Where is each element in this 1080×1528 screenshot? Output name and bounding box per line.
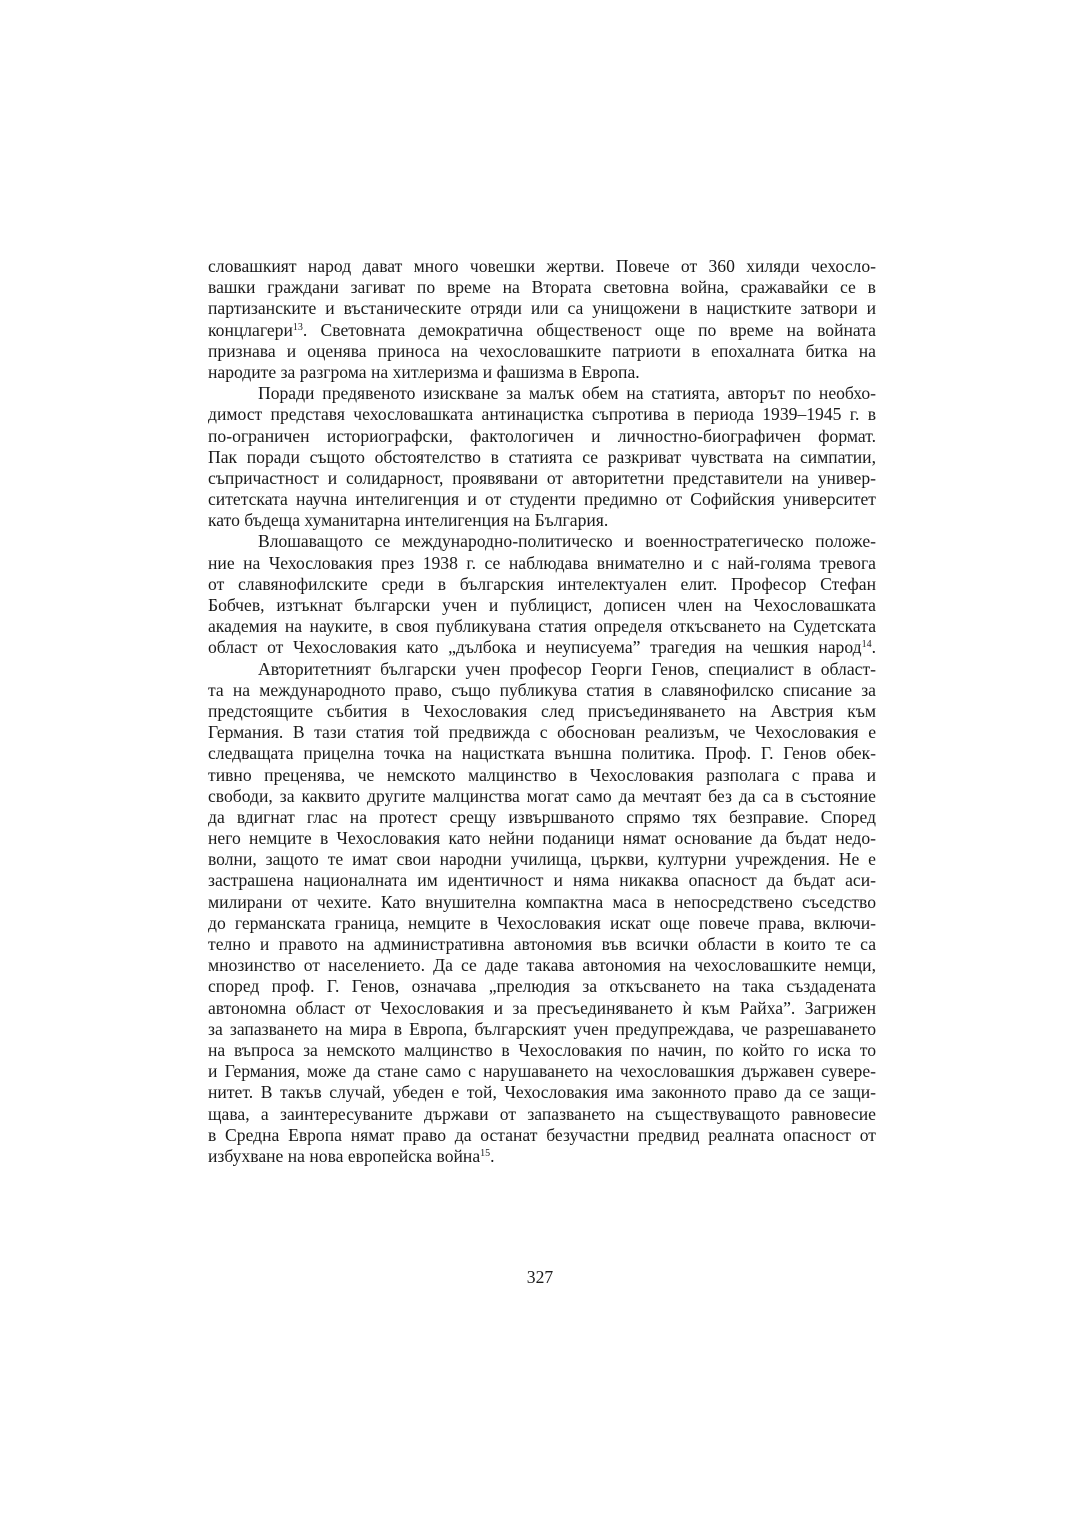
text-fragment: област от Чехословакия като „дълбока и неуписуема” трагедия на чешкия народ <box>208 637 862 658</box>
footnote-marker: 14 <box>861 639 872 651</box>
page-number: 327 <box>526 1267 554 1287</box>
text-line: ситетската научна интелигенция и от студенти предимно от Софийския университет <box>208 489 876 510</box>
paragraph <box>208 659 876 1168</box>
text-line: щава, а заинтересуваните държави от запазването на съществуващото равновесие <box>208 1103 876 1124</box>
text-line: от славянофилските среди в българския интелектуален елит. Професор Стефан <box>208 573 876 594</box>
text-line: Пак поради същото обстоятелство в статията се разкриват чувствата на симпатии, <box>208 446 876 467</box>
text-line: академия на науките, в своя публикувана статия определя откъсването на Судетската <box>208 616 876 637</box>
text-line: Бобчев, изтъкнат български учен и публицист, дописен член на Чехословашката <box>208 595 876 615</box>
text-line <box>208 1146 876 1167</box>
text-line: следващата прицелна точка на нацистката външна политика. Проф. Г. Генов обек- <box>208 743 876 764</box>
footnote-marker: 13 <box>292 321 303 333</box>
text-line: него немците в Чехословакия като нейни поданици нямат основание да бъдат недо- <box>208 828 876 849</box>
paragraph <box>208 531 876 658</box>
paragraph <box>208 256 876 383</box>
text-line: ние на Чехословакия през 1938 г. се наблюдава внимателно и с най-голяма тревога <box>208 552 876 573</box>
footnote-marker: 15 <box>480 1147 491 1159</box>
text-line: според проф. Г. Генов, означава „прелюдия за откъсването на така създадената <box>208 976 876 997</box>
text-line: предстоящите събития в Чехословакия след присъединяването на Австрия към <box>208 700 876 721</box>
text-fragment: . <box>871 637 876 658</box>
text-line: за запазването на мира в Европа, българският учен предупреждава, че разрешаването <box>208 1018 876 1039</box>
text-line: автономна област от Чехословакия и за пресъединяването ѝ към Райха”. Загрижен <box>208 997 876 1018</box>
text-line: мнозинство от населението. Да се даде такава автономия на чехословашките немци, <box>208 955 876 976</box>
text-line: Германия. В тази статия той предвижда с обоснован реализъм, че Чехословакия е <box>208 722 876 743</box>
text-fragment: избухване на нова европейска война <box>208 1145 481 1166</box>
page-body <box>208 256 876 1167</box>
text-fragment: . <box>490 1145 495 1166</box>
text-line: като бъдеща хуманитарна интелигенция на България. <box>208 510 609 531</box>
text-line <box>208 320 876 341</box>
text-line: съпричастност и солидарност, проявявани от авторитетни представители на универ- <box>208 467 876 488</box>
text-line: до германската граница, немците в Чехословакия искат още повече права, включи- <box>208 912 876 933</box>
paragraph <box>208 383 876 531</box>
text-line: признава и оценява приноса на чехословашките патриоти в епохалната битка на <box>208 340 876 361</box>
text-line: волни, защото те имат свои народни училища, църкви, културни учреждения. Не е <box>208 849 876 870</box>
text-fragment: концлагери <box>208 319 293 340</box>
text-line: нитет. В такъв случай, убеден е той, Чехословакия има законното право да се защи- <box>208 1082 876 1103</box>
text-line: телно и правото на административна автономия във всички области в които те са <box>208 934 876 954</box>
text-line: Влошаващото се международно-политическо и военностратегическо положе- <box>258 531 876 552</box>
text-line: Поради предявеното изискване за малък обем на статията, авторът по необхо- <box>258 383 876 404</box>
text-line: словашкият народ дават много човешки жертви. Повече от 360 хиляди чехосло- <box>208 256 876 276</box>
text-line: тивно преценява, че немското малцинство в Чехословакия разполага с права и <box>208 764 876 785</box>
text-line: да вдигнат глас на протест срещу извършваното спрямо тях безправие. Според <box>208 806 876 827</box>
text-line: на въпроса за немското малцинство в Чехословакия по начин, по който го иска то <box>208 1039 876 1060</box>
text-line: в Средна Европа нямат право да останат безучастни предвид реалната опасност от <box>208 1124 876 1145</box>
text-fragment: . Световната демократична общественост още по време на войната <box>302 319 876 340</box>
text-line: Авторитетният български учен професор Георги Генов, специалист в област- <box>258 658 876 679</box>
text-line <box>208 637 876 658</box>
text-line: партизанските и въстаническите отряди или са унищожени в нацистките затвори и <box>208 298 876 319</box>
text-line: димост представя чехословашката антинацистка съпротива в периода 1939–1945 г. в <box>208 404 876 425</box>
text-line: по-ограничен историографски, фактологичен и личностно-биографичен формат. <box>208 425 876 446</box>
text-line: милирани от чехите. Като внушителна компактна маса в непосредствено съседство <box>208 891 876 912</box>
text-line: и Германия, може да стане само с нарушаването на чехословашкия държавен сувере- <box>208 1061 876 1082</box>
text-line: свободи, за каквито другите малцинства могат само да мечтаят без да са в състояние <box>208 785 876 806</box>
text-line: вашки граждани загиват по време на Втората световна война, сражавайки се в <box>208 277 876 298</box>
text-line: та на международното право, също публикува статия в славянофилско списание за <box>208 679 876 700</box>
text-line: застрашена националната им идентичност и няма никаква опасност да бъдат аси- <box>208 870 876 891</box>
text-line: народите за разгрома на хитлеризма и фашизма в Европа. <box>208 361 640 382</box>
